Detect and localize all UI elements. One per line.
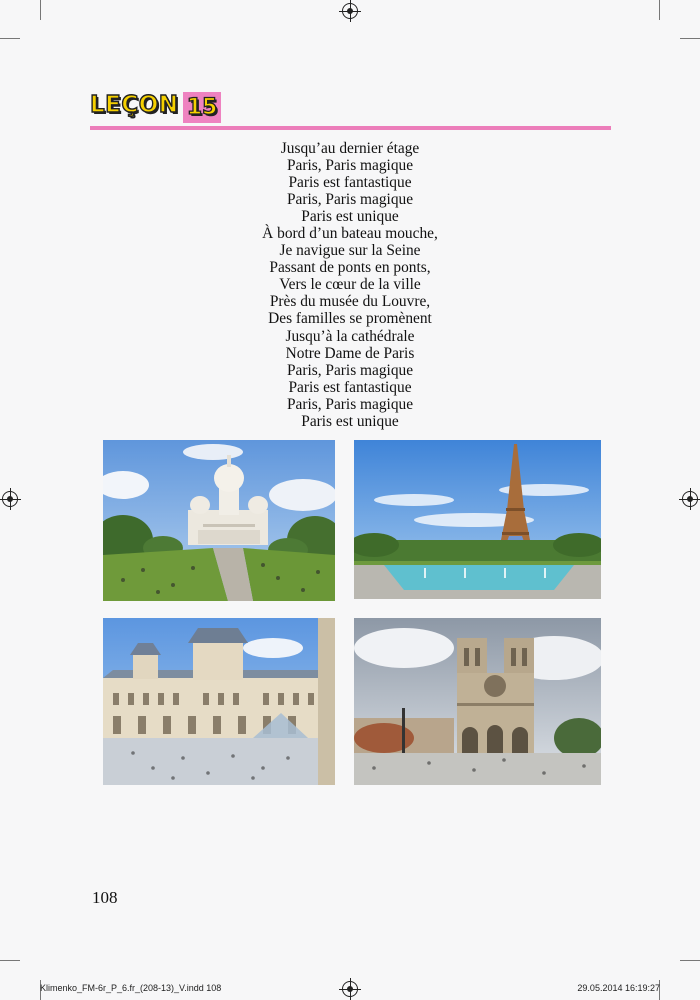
poem-line: Paris est fantastique — [288, 378, 412, 396]
poem-line: Paris est fantastique — [288, 174, 412, 192]
louvre-photo — [103, 618, 335, 785]
sacre-coeur-photo — [103, 440, 335, 601]
eiffel-tower-photo — [354, 440, 601, 599]
poem-line: Jusqu’au dernier étage — [280, 140, 420, 157]
poem-line: Passant de ponts en ponts, — [269, 259, 431, 277]
crop-mark — [659, 0, 660, 20]
crop-mark — [0, 38, 20, 39]
registration-mark-icon — [682, 491, 698, 507]
poem — [150, 140, 550, 430]
poem-line: Paris, Paris magique — [286, 361, 414, 379]
crop-mark — [680, 960, 700, 961]
poem-line: Paris, Paris magique — [286, 191, 414, 209]
poem-line: Je navigue sur la Seine — [279, 242, 421, 260]
crop-mark — [0, 960, 20, 961]
notre-dame-photo — [354, 618, 601, 785]
lesson-label: LEÇON — [90, 92, 179, 118]
header-divider — [90, 126, 611, 130]
lesson-number: 15 — [183, 92, 221, 123]
poem-line: Paris, Paris magique — [286, 395, 414, 413]
poem-line: Notre Dame de Paris — [285, 344, 415, 362]
poem-line: Vers le cœur de la ville — [279, 276, 421, 294]
poem-line: Des familles se promènent — [268, 310, 432, 328]
poem-line: Jusqu’à la cathédrale — [285, 327, 415, 345]
poem-line: Près du musée du Louvre, — [269, 293, 431, 311]
crop-mark — [40, 0, 41, 20]
print-file-name: Klimenko_FM-6r_P_6.fr_(208-13)_V.indd 108 — [40, 983, 222, 993]
poem-line: À bord d’un bateau mouche, — [262, 225, 438, 243]
registration-mark-icon — [342, 3, 358, 19]
print-timestamp: 29.05.2014 16:19:27 — [577, 983, 660, 993]
page-number: 108 — [92, 888, 118, 907]
poem-line: Paris, Paris magique — [286, 157, 414, 175]
registration-mark-icon — [2, 491, 18, 507]
poem-line: Paris est unique — [301, 208, 399, 226]
crop-mark — [680, 38, 700, 39]
registration-mark-icon — [342, 981, 358, 997]
poem-line: Paris est unique — [301, 412, 399, 430]
